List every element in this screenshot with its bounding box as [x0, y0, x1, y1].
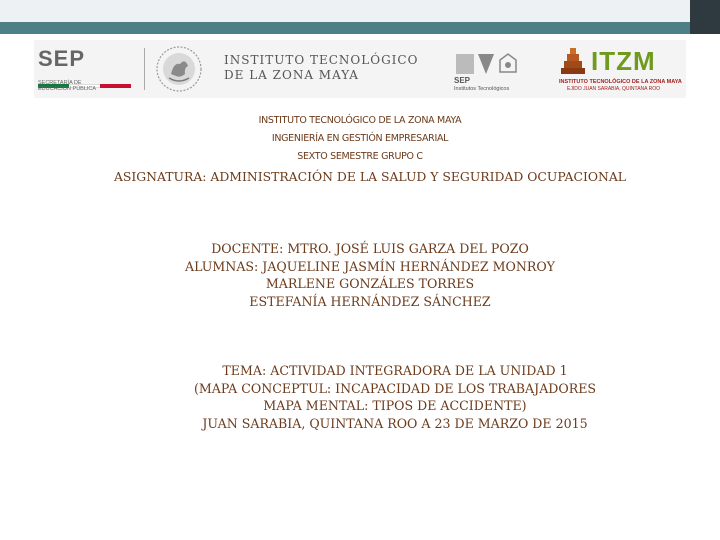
logo-divider [144, 48, 145, 90]
topic-line-3: MAPA MENTAL: TIPOS DE ACCIDENTE) [263, 398, 527, 413]
top-bar-light-strip [0, 0, 690, 22]
topic-line-2: (MAPA CONCEPTUL: INCAPACIDAD DE LOS TRABAJADORES [193, 380, 597, 396]
student-line-2: MARLENE GONZÁLES TORRES [265, 276, 475, 291]
sep-logo-word: SEP [38, 46, 86, 71]
topic-block [35, 362, 720, 432]
itzm-logo [559, 46, 684, 94]
itzm-word: ITZM [591, 46, 656, 76]
subject-title: ASIGNATURA: ADMINISTRACIÓN DE LA SALUD Y SEGURIDAD OCUPACIONAL [113, 169, 627, 184]
sep-logo-subtitle: SECRETARÍA DE EDUCACIÓN PÚBLICA [38, 80, 97, 92]
topic-line-1: TEMA: ACTIVIDAD INTEGRADORA DE LA UNIDAD 1 [222, 363, 568, 378]
logo-banner [34, 40, 686, 98]
sep-tec-subtitle: Institutos Tecnológicos [454, 86, 510, 92]
top-decoration-bar [0, 0, 720, 34]
eagle-emblem-icon [154, 44, 204, 94]
pyramid-icon [559, 46, 587, 76]
place-date-line: JUAN SARABIA, QUINTANA ROO A 23 DE MARZO DE 2015 [202, 415, 588, 431]
teacher-line: DOCENTE: MTRO. JOSÉ LUIS GARZA DEL POZO [211, 241, 529, 256]
semester-line: SEXTO SEMESTRE GRUPO C [297, 151, 423, 162]
institute-wordmark-line-2: DE LA ZONA MAYA [224, 68, 359, 82]
student-line-3: ESTEFANÍA HERNÁNDEZ SÁNCHEZ [249, 293, 491, 309]
itzm-subtitle-1: INSTITUTO TECNOLÓGICO DE LA ZONA MAYA [559, 79, 682, 85]
institute-wordmark-line-1: INSTITUTO TECNOLÓGICO [224, 53, 419, 67]
top-bar-dark-corner [690, 0, 720, 34]
people-block [10, 240, 720, 310]
itzm-subtitle-2: EJIDO JUAN SARABIA, QUINTANA ROO [567, 86, 660, 92]
sep-tec-word: SEP [454, 76, 471, 85]
sep-logo [38, 46, 132, 94]
institute-wordmark [224, 53, 418, 83]
sep-logo-flag-bars [38, 73, 132, 77]
sep-tec-emblem-icon [454, 50, 524, 76]
top-bar-teal-strip [0, 22, 690, 34]
institution-line: INSTITUTO TECNOLÓGICO DE LA ZONA MAYA [258, 115, 462, 126]
student-line-1: ALUMNAS: JAQUELINE JASMÍN HERNÁNDEZ MONROY [185, 258, 555, 274]
subject-container [0, 166, 720, 185]
sep-tec-logo [454, 50, 524, 94]
degree-line: INGENIERÍA EN GESTIÓN EMPRESARIAL [271, 133, 449, 144]
